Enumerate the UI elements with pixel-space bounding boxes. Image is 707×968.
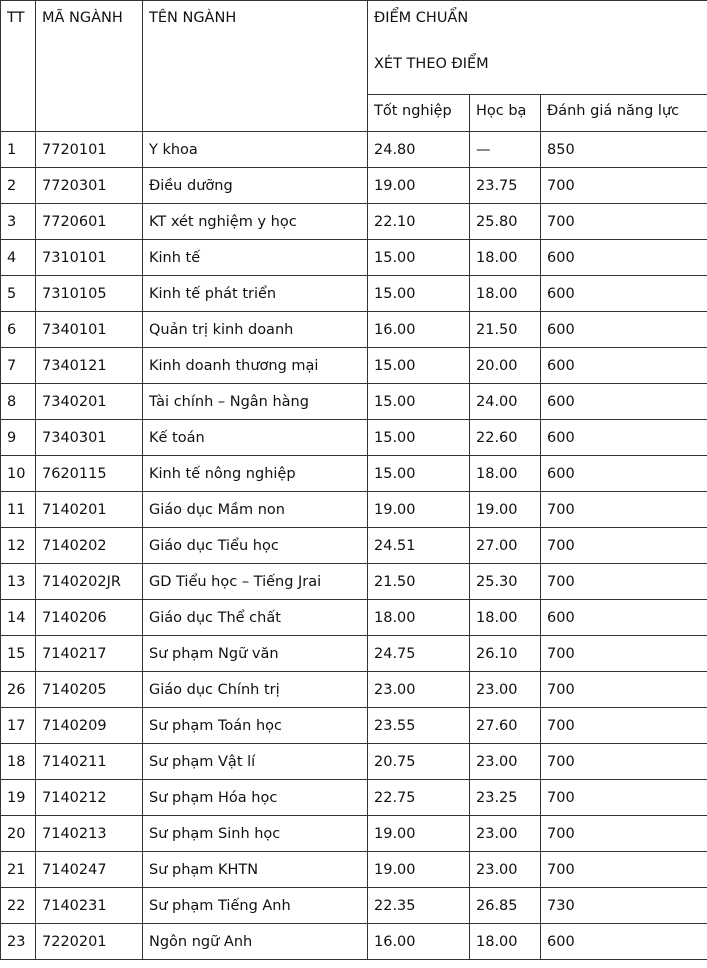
table-row bbox=[1, 348, 707, 384]
cell-name: Kinh tế phát triển bbox=[143, 276, 368, 312]
cell-graduation: 21.50 bbox=[368, 564, 470, 600]
table-row bbox=[1, 492, 707, 528]
header-transcript: Học bạ bbox=[470, 95, 541, 132]
cell-graduation: 20.75 bbox=[368, 744, 470, 780]
cell-code: 7140212 bbox=[36, 780, 143, 816]
cell-code: 7620115 bbox=[36, 456, 143, 492]
cell-name: Kế toán bbox=[143, 420, 368, 456]
cell-competency: 700 bbox=[541, 168, 707, 204]
cell-code: 7140209 bbox=[36, 708, 143, 744]
cell-transcript: 25.30 bbox=[470, 564, 541, 600]
cell-code: 7310105 bbox=[36, 276, 143, 312]
cell-competency: 700 bbox=[541, 492, 707, 528]
cell-transcript: 23.00 bbox=[470, 744, 541, 780]
cell-tt: 17 bbox=[1, 708, 36, 744]
header-competency: Đánh giá năng lực bbox=[541, 95, 707, 132]
cell-code: 7140211 bbox=[36, 744, 143, 780]
cell-code: 7340121 bbox=[36, 348, 143, 384]
table-row bbox=[1, 744, 707, 780]
cell-competency: 850 bbox=[541, 132, 707, 168]
table-row bbox=[1, 420, 707, 456]
cell-transcript: 23.00 bbox=[470, 852, 541, 888]
cell-name: Giáo dục Chính trị bbox=[143, 672, 368, 708]
cell-code: 7140201 bbox=[36, 492, 143, 528]
cell-graduation: 15.00 bbox=[368, 420, 470, 456]
cell-code: 7720101 bbox=[36, 132, 143, 168]
cell-competency: 700 bbox=[541, 672, 707, 708]
cell-name: Ngôn ngữ Anh bbox=[143, 924, 368, 960]
cell-tt: 18 bbox=[1, 744, 36, 780]
header-score-subtitle: XÉT THEO ĐIỂM bbox=[374, 56, 489, 72]
cell-name: Sư phạm KHTN bbox=[143, 852, 368, 888]
table-row bbox=[1, 852, 707, 888]
cell-tt: 2 bbox=[1, 168, 36, 204]
cell-name: Sư phạm Toán học bbox=[143, 708, 368, 744]
cell-competency: 700 bbox=[541, 204, 707, 240]
cell-graduation: 15.00 bbox=[368, 276, 470, 312]
cell-transcript: 19.00 bbox=[470, 492, 541, 528]
cell-competency: 700 bbox=[541, 816, 707, 852]
table-row bbox=[1, 888, 707, 924]
cell-competency: 600 bbox=[541, 384, 707, 420]
cell-tt: 15 bbox=[1, 636, 36, 672]
table-row bbox=[1, 780, 707, 816]
table-row bbox=[1, 204, 707, 240]
cell-graduation: 15.00 bbox=[368, 456, 470, 492]
cell-competency: 730 bbox=[541, 888, 707, 924]
cell-graduation: 18.00 bbox=[368, 600, 470, 636]
cell-code: 7140231 bbox=[36, 888, 143, 924]
cell-graduation: 23.55 bbox=[368, 708, 470, 744]
cell-code: 7340301 bbox=[36, 420, 143, 456]
cell-transcript: 27.00 bbox=[470, 528, 541, 564]
cell-graduation: 19.00 bbox=[368, 492, 470, 528]
cell-tt: 3 bbox=[1, 204, 36, 240]
cell-transcript: 24.00 bbox=[470, 384, 541, 420]
cell-code: 7140202JR bbox=[36, 564, 143, 600]
cell-graduation: 15.00 bbox=[368, 384, 470, 420]
cell-competency: 600 bbox=[541, 600, 707, 636]
cell-tt: 26 bbox=[1, 672, 36, 708]
cell-transcript: 18.00 bbox=[470, 276, 541, 312]
cell-transcript: 21.50 bbox=[470, 312, 541, 348]
header-graduation: Tốt nghiệp bbox=[368, 95, 470, 132]
cell-tt: 1 bbox=[1, 132, 36, 168]
table-row bbox=[1, 672, 707, 708]
cell-name: Y khoa bbox=[143, 132, 368, 168]
cell-name: Kinh doanh thương mại bbox=[143, 348, 368, 384]
cell-competency: 600 bbox=[541, 240, 707, 276]
cell-name: Kinh tế bbox=[143, 240, 368, 276]
cell-tt: 4 bbox=[1, 240, 36, 276]
cell-graduation: 16.00 bbox=[368, 312, 470, 348]
cell-name: Sư phạm Ngữ văn bbox=[143, 636, 368, 672]
cell-name: Tài chính – Ngân hàng bbox=[143, 384, 368, 420]
cell-competency: 700 bbox=[541, 636, 707, 672]
table-row bbox=[1, 384, 707, 420]
cell-competency: 700 bbox=[541, 564, 707, 600]
cell-graduation: 22.10 bbox=[368, 204, 470, 240]
cell-transcript: 18.00 bbox=[470, 600, 541, 636]
cell-competency: 700 bbox=[541, 528, 707, 564]
cell-graduation: 15.00 bbox=[368, 348, 470, 384]
cell-code: 7220201 bbox=[36, 924, 143, 960]
table-row bbox=[1, 924, 707, 960]
cell-tt: 7 bbox=[1, 348, 36, 384]
cell-code: 7140202 bbox=[36, 528, 143, 564]
table-row bbox=[1, 528, 707, 564]
cell-transcript: 25.80 bbox=[470, 204, 541, 240]
cell-graduation: 19.00 bbox=[368, 816, 470, 852]
cell-graduation: 24.51 bbox=[368, 528, 470, 564]
cell-tt: 8 bbox=[1, 384, 36, 420]
cell-transcript: 26.85 bbox=[470, 888, 541, 924]
cell-code: 7140217 bbox=[36, 636, 143, 672]
cell-competency: 700 bbox=[541, 852, 707, 888]
cell-name: Sư phạm Vật lí bbox=[143, 744, 368, 780]
cell-tt: 22 bbox=[1, 888, 36, 924]
header-tt: TT bbox=[1, 1, 36, 132]
cell-competency: 700 bbox=[541, 708, 707, 744]
table-row bbox=[1, 600, 707, 636]
cell-transcript: — bbox=[470, 132, 541, 168]
table-row bbox=[1, 636, 707, 672]
table-row bbox=[1, 564, 707, 600]
table-row bbox=[1, 132, 707, 168]
cell-code: 7720601 bbox=[36, 204, 143, 240]
table-body bbox=[1, 132, 707, 960]
cell-tt: 5 bbox=[1, 276, 36, 312]
cell-name: Quản trị kinh doanh bbox=[143, 312, 368, 348]
table-row bbox=[1, 312, 707, 348]
cell-tt: 20 bbox=[1, 816, 36, 852]
cell-graduation: 19.00 bbox=[368, 168, 470, 204]
cell-name: Giáo dục Tiểu học bbox=[143, 528, 368, 564]
cell-graduation: 23.00 bbox=[368, 672, 470, 708]
cell-code: 7140247 bbox=[36, 852, 143, 888]
cell-code: 7140206 bbox=[36, 600, 143, 636]
cell-tt: 10 bbox=[1, 456, 36, 492]
cell-code: 7310101 bbox=[36, 240, 143, 276]
cell-competency: 700 bbox=[541, 744, 707, 780]
cell-code: 7340101 bbox=[36, 312, 143, 348]
table-header bbox=[1, 1, 707, 132]
cell-competency: 600 bbox=[541, 276, 707, 312]
cell-transcript: 23.75 bbox=[470, 168, 541, 204]
header-name: TÊN NGÀNH bbox=[143, 1, 368, 132]
cell-code: 7140213 bbox=[36, 816, 143, 852]
cell-graduation: 16.00 bbox=[368, 924, 470, 960]
table-row bbox=[1, 168, 707, 204]
cell-tt: 23 bbox=[1, 924, 36, 960]
cell-competency: 600 bbox=[541, 420, 707, 456]
cell-competency: 600 bbox=[541, 924, 707, 960]
cell-graduation: 24.75 bbox=[368, 636, 470, 672]
cell-graduation: 22.75 bbox=[368, 780, 470, 816]
cell-tt: 19 bbox=[1, 780, 36, 816]
cell-transcript: 23.25 bbox=[470, 780, 541, 816]
cell-name: Giáo dục Mầm non bbox=[143, 492, 368, 528]
cell-name: Kinh tế nông nghiệp bbox=[143, 456, 368, 492]
cell-transcript: 23.00 bbox=[470, 672, 541, 708]
cell-graduation: 15.00 bbox=[368, 240, 470, 276]
cell-competency: 600 bbox=[541, 348, 707, 384]
cell-code: 7340201 bbox=[36, 384, 143, 420]
cell-graduation: 22.35 bbox=[368, 888, 470, 924]
cell-competency: 700 bbox=[541, 780, 707, 816]
table-row bbox=[1, 240, 707, 276]
cell-code: 7140205 bbox=[36, 672, 143, 708]
cell-transcript: 18.00 bbox=[470, 924, 541, 960]
cell-name: Sư phạm Sinh học bbox=[143, 816, 368, 852]
cell-name: Sư phạm Tiếng Anh bbox=[143, 888, 368, 924]
cell-competency: 600 bbox=[541, 456, 707, 492]
cell-tt: 13 bbox=[1, 564, 36, 600]
cell-graduation: 19.00 bbox=[368, 852, 470, 888]
cell-transcript: 18.00 bbox=[470, 240, 541, 276]
cell-transcript: 22.60 bbox=[470, 420, 541, 456]
cell-graduation: 24.80 bbox=[368, 132, 470, 168]
header-code: MÃ NGÀNH bbox=[36, 1, 143, 132]
cell-name: Điều dưỡng bbox=[143, 168, 368, 204]
cell-transcript: 27.60 bbox=[470, 708, 541, 744]
table-row bbox=[1, 276, 707, 312]
cell-competency: 600 bbox=[541, 312, 707, 348]
cell-name: Giáo dục Thể chất bbox=[143, 600, 368, 636]
cell-tt: 11 bbox=[1, 492, 36, 528]
table-row bbox=[1, 816, 707, 852]
cell-transcript: 26.10 bbox=[470, 636, 541, 672]
header-score-title: ĐIỂM CHUẨN bbox=[374, 10, 469, 26]
cell-transcript: 20.00 bbox=[470, 348, 541, 384]
header-score-group bbox=[368, 1, 707, 95]
cell-tt: 12 bbox=[1, 528, 36, 564]
cell-tt: 6 bbox=[1, 312, 36, 348]
cell-tt: 21 bbox=[1, 852, 36, 888]
cell-transcript: 23.00 bbox=[470, 816, 541, 852]
table-row bbox=[1, 708, 707, 744]
cell-tt: 14 bbox=[1, 600, 36, 636]
cell-name: KT xét nghiệm y học bbox=[143, 204, 368, 240]
cell-name: GD Tiểu học – Tiếng Jrai bbox=[143, 564, 368, 600]
table-row bbox=[1, 456, 707, 492]
cell-transcript: 18.00 bbox=[470, 456, 541, 492]
cell-code: 7720301 bbox=[36, 168, 143, 204]
cell-tt: 9 bbox=[1, 420, 36, 456]
cell-name: Sư phạm Hóa học bbox=[143, 780, 368, 816]
